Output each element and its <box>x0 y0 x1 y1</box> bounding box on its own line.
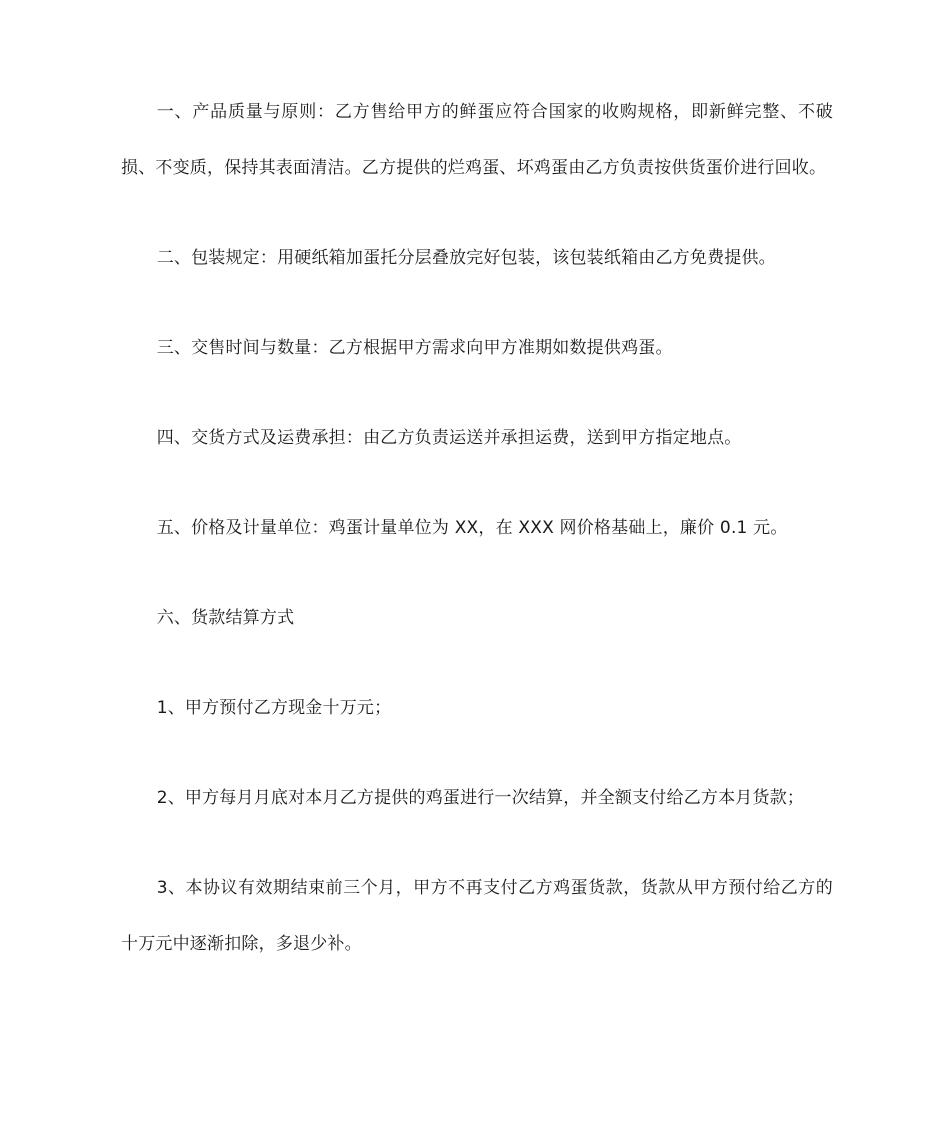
document-body <box>121 84 833 1006</box>
clause-packaging: 二、包装规定：用硬纸箱加蛋托分层叠放完好包装，该包装纸箱由乙方免费提供。 <box>156 248 776 268</box>
clause-price: 五、价格及计量单位：鸡蛋计量单位为 XX，在 XXX 网价格基础上，廉价 0.1 元。 <box>156 518 788 538</box>
clause-settlement-heading: 六、货款结算方式 <box>156 608 295 628</box>
settlement-item-3: 3、本协议有效期结束前三个月，甲方不再支付乙方鸡蛋货款，货款从甲方预付给乙方的十万元中逐渐扣除，多退少补。 <box>121 878 833 954</box>
clause-delivery-method: 四、交货方式及运费承担：由乙方负责运送并承担运费，送到甲方指定地点。 <box>156 428 742 448</box>
clause-quality: 一、产品质量与原则：乙方售给甲方的鲜蛋应符合国家的收购规格，即新鲜完整、不破损、不变质，保持其表面清洁。乙方提供的烂鸡蛋、坏鸡蛋由乙方负责按供货蛋价进行回收。 <box>121 102 833 178</box>
settlement-item-2: 2、甲方每月月底对本月乙方提供的鸡蛋进行一次结算，并全额支付给乙方本月货款； <box>156 788 805 808</box>
clause-delivery-time: 三、交售时间与数量：乙方根据甲方需求向甲方准期如数提供鸡蛋。 <box>156 338 673 358</box>
settlement-item-1: 1、甲方预付乙方现金十万元； <box>156 698 392 718</box>
